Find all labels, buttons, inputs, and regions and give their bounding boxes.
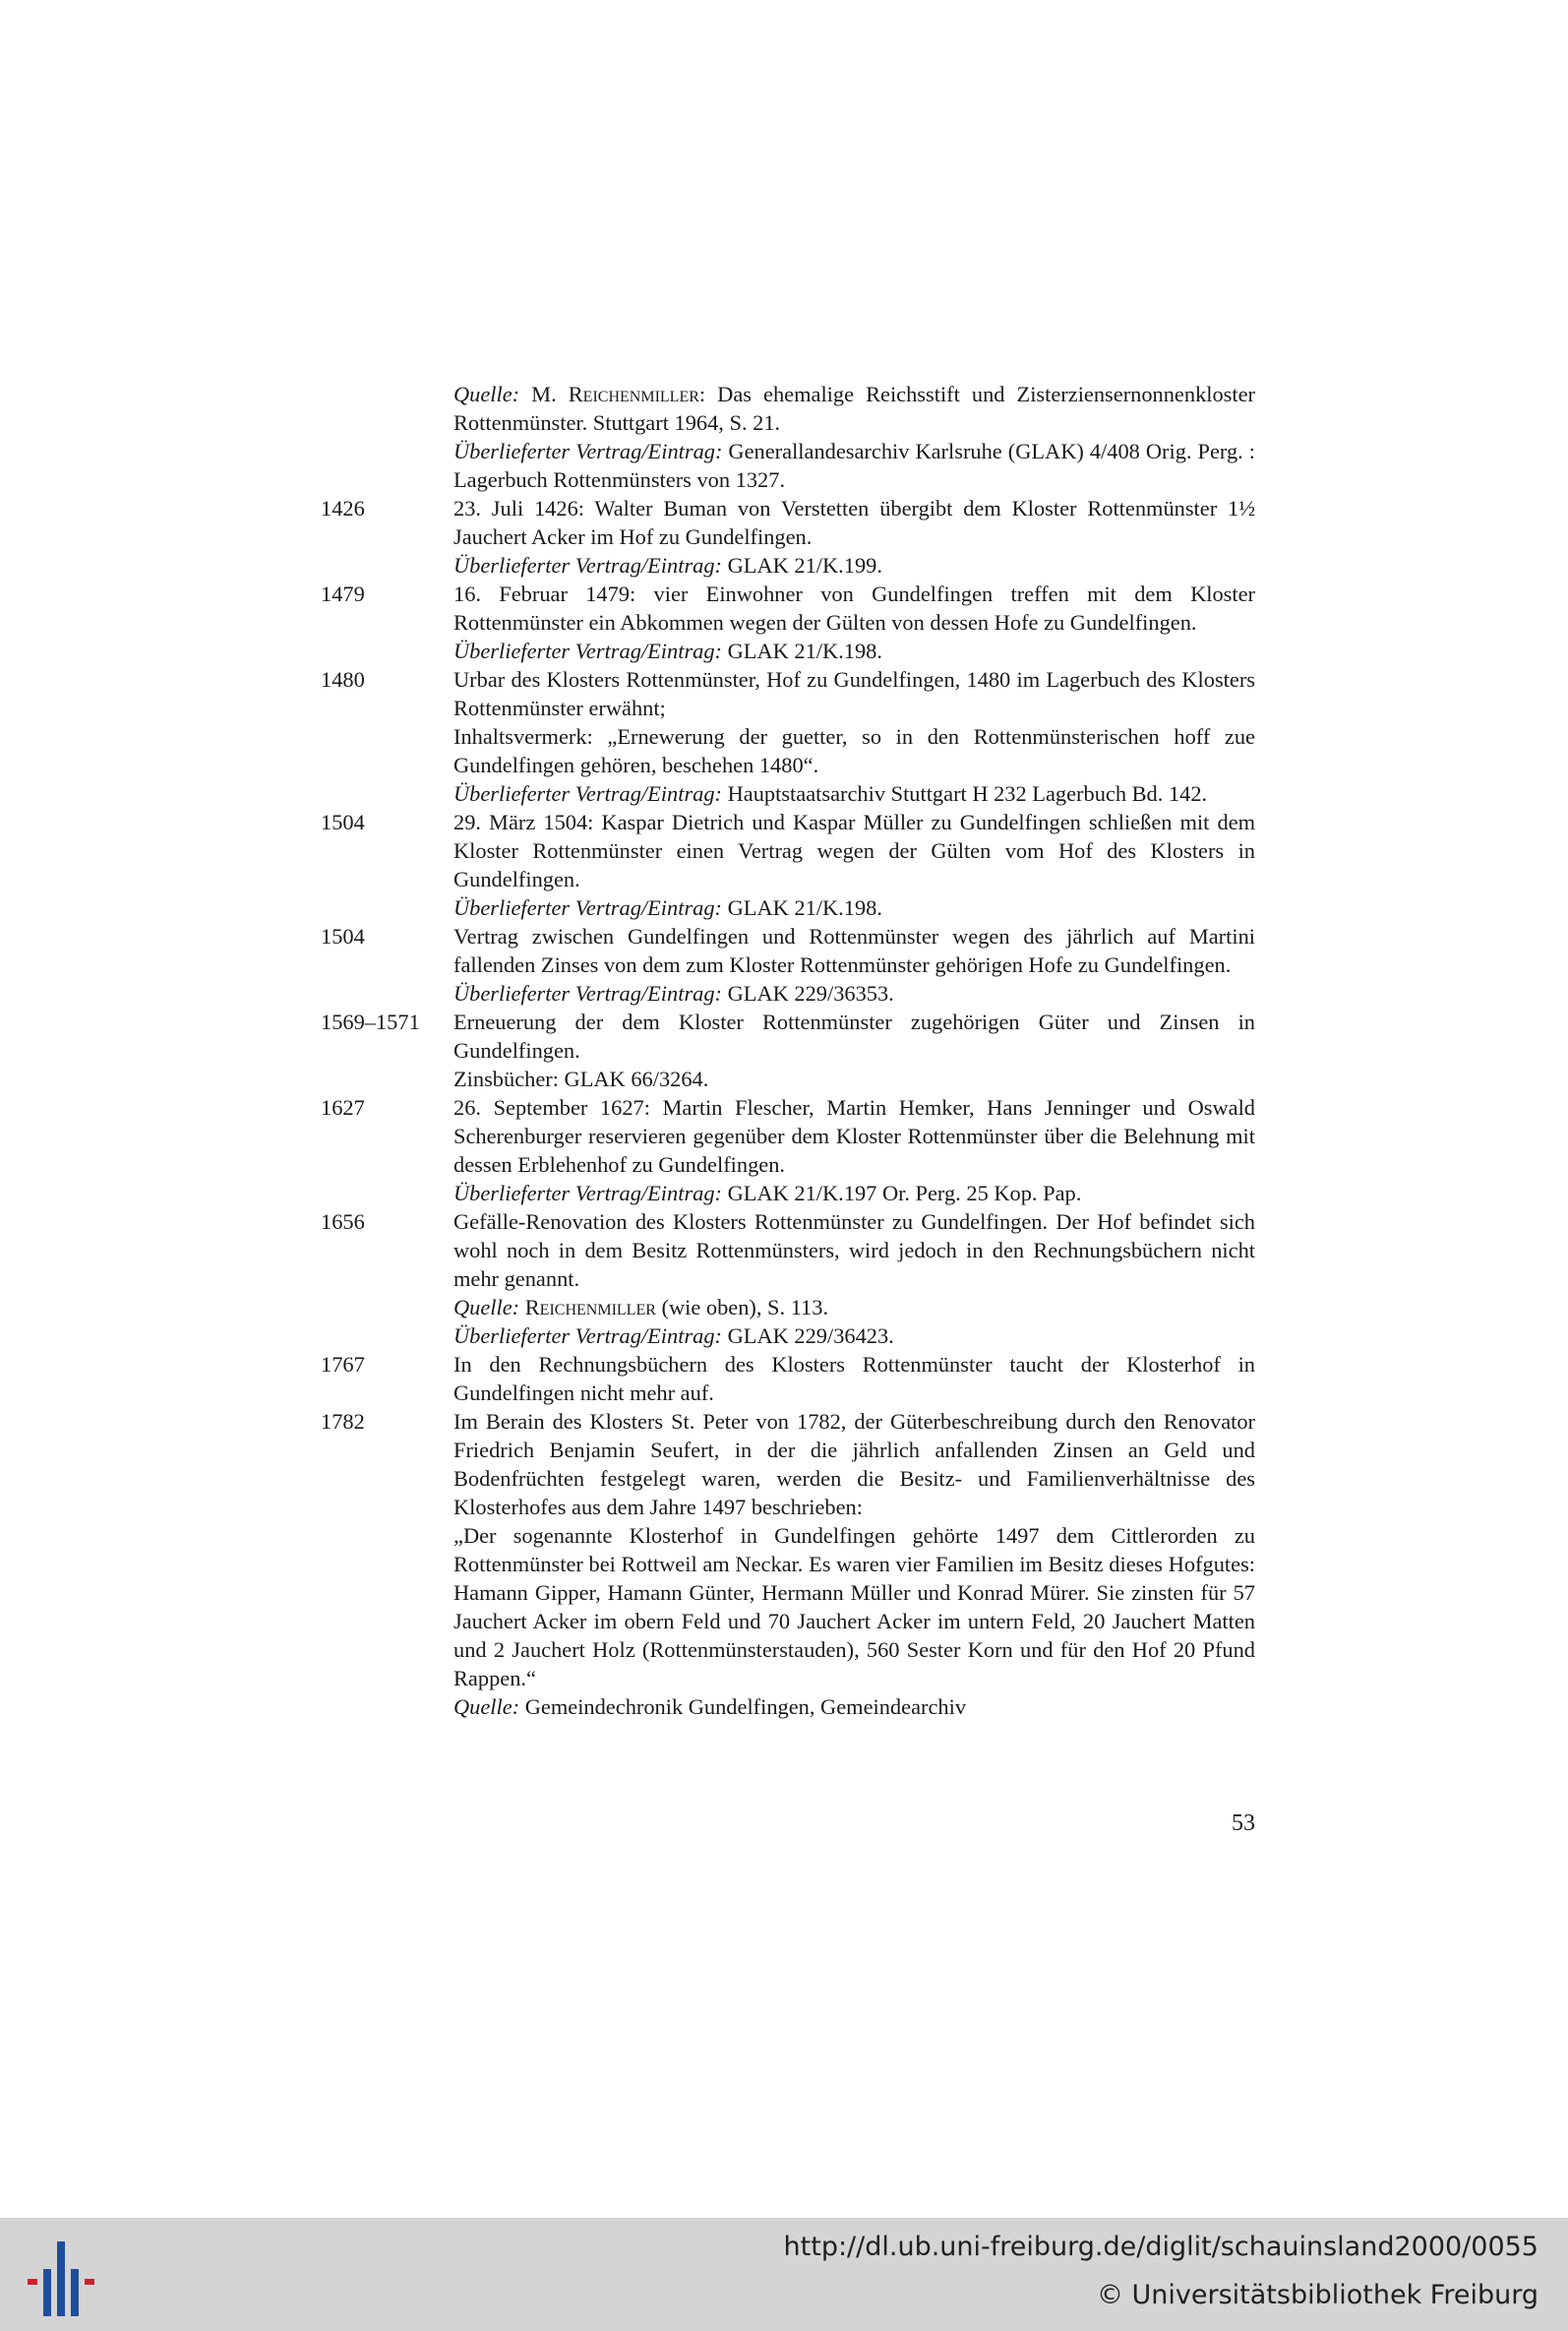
- chronology-entry: [321, 922, 1255, 1008]
- line-text: 23. Juli 1426: Walter Buman von Verstetten übergibt dem Kloster Rottenmünster 1½ Jauchert Acker im Hof zu Gundelfingen.: [453, 496, 1255, 549]
- line-text: „Der sogenannte Klosterhof in Gundelfingen gehörte 1497 dem Cittlerorden zu Rottenmünster bei Rottweil am Neckar. Es waren vier Familien im Besitz dieses Hofgutes: Hamann Gipper, Hamann Günter, Hermann Müller und Konrad Mürer. Sie zinsten für 57 Jauchert Acker im obern Feld und 70 Jauchert Acker im untern Feld, 20 Jauchert Matten und 2 Jauchert Holz (Rottenmünsterstauden), 560 Sester Korn und für den Hof 20 Pfund Rappen.“: [453, 1523, 1255, 1690]
- entry-year: 1426: [321, 496, 365, 521]
- source-label: Quelle:: [453, 1295, 520, 1319]
- entry-line: [453, 979, 1255, 1008]
- ub-freiburg-logo-icon: [22, 2234, 100, 2318]
- line-text: Gemeindechronik Gundelfingen, Gemeindearchiv: [519, 1694, 967, 1719]
- entry-line: [453, 1207, 1255, 1293]
- source-label: Überlieferter Vertrag/Eintrag:: [453, 781, 723, 806]
- entry-year: 1627: [321, 1095, 365, 1120]
- line-text: GLAK 21/K.199.: [722, 553, 882, 578]
- chronology-entry: [321, 1407, 1255, 1721]
- page-number: 53: [1232, 1810, 1255, 1836]
- footer-url[interactable]: http://dl.ub.uni-freiburg.de/diglit/schauinsland2000/0055: [783, 2232, 1538, 2262]
- entry-body: [453, 1407, 1255, 1721]
- source-label: Überlieferter Vertrag/Eintrag:: [453, 1323, 723, 1348]
- entry-body: [453, 1093, 1255, 1207]
- entry-year: 1569–1571: [321, 1010, 420, 1034]
- entry-body: [453, 665, 1255, 808]
- line-text: GLAK 21/K.198.: [722, 639, 882, 663]
- line-text: 26. September 1627: Martin Flescher, Martin Hemker, Hans Jenninger und Oswald Scherenburger reservieren gegenüber dem Kloster Rottenmünster über die Belehnung mit dessen Erblehenhof zu Gundelfingen.: [453, 1095, 1255, 1177]
- footer-copyright: © Universitätsbibliothek Freiburg: [1096, 2280, 1538, 2310]
- line-text: Hauptstaatsarchiv Stuttgart H 232 Lagerbuch Bd. 142.: [722, 781, 1208, 806]
- line-text: GLAK 229/36423.: [722, 1323, 894, 1348]
- entry-line: [453, 494, 1255, 551]
- source-label: Überlieferter Vertrag/Eintrag:: [453, 639, 723, 663]
- entry-line: [453, 1293, 1255, 1321]
- entry-body: [453, 1350, 1255, 1407]
- entry-line: [453, 893, 1255, 922]
- line-text: Zinsbücher: GLAK 66/3264.: [453, 1067, 709, 1091]
- line-text: Gefälle-Renovation des Klosters Rottenmünster zu Gundelfingen. Der Hof befindet sich wohl noch in dem Besitz Rottenmünsters, wird jedoch in den Rechnungsbüchern nicht mehr genannt.: [453, 1209, 1255, 1291]
- source-label: Überlieferter Vertrag/Eintrag:: [453, 1181, 723, 1205]
- chronology-entry: [321, 494, 1255, 580]
- entry-line: [453, 1407, 1255, 1521]
- entry-year: 1656: [321, 1209, 365, 1234]
- entry-body: [453, 1207, 1255, 1350]
- line-text: GLAK 21/K.198.: [722, 895, 882, 920]
- line-text: Im Berain des Klosters St. Peter von 1782, der Güterbeschreibung durch den Renovator Friedrich Benjamin Seufert, in der die jährlich anfallenden Zinsen an Geld und Bodenfrüchten festgelegt waren, werden die Besitz- und Familienverhältnisse des Klosterhofes aus dem Jahre 1497 beschrieben:: [453, 1409, 1255, 1519]
- chronology-entry: [321, 665, 1255, 808]
- source-label: Quelle:: [453, 382, 520, 406]
- entry-year: 1479: [321, 582, 365, 606]
- entry-line: [453, 808, 1255, 893]
- entry-line: [453, 1521, 1255, 1692]
- line-text: Inhaltsvermerk: „Ernewerung der guetter, so in den Rottenmünsterischen hoff zue Gundelfingen gehören, beschehen 1480“.: [453, 724, 1255, 777]
- source-label: Überlieferter Vertrag/Eintrag:: [453, 895, 723, 920]
- chronology-entry: [321, 580, 1255, 665]
- entry-line: [453, 1692, 1255, 1721]
- chronology-entry: [321, 380, 1255, 494]
- entry-line: [453, 1065, 1255, 1093]
- source-label: Überlieferter Vertrag/Eintrag:: [453, 553, 723, 578]
- entry-year: 1782: [321, 1409, 365, 1434]
- entry-line: [453, 380, 1255, 437]
- entry-line: [453, 437, 1255, 494]
- line-text: GLAK 229/36353.: [722, 981, 894, 1006]
- entry-line: [453, 779, 1255, 808]
- entry-line: [453, 1179, 1255, 1207]
- entry-year: 1480: [321, 667, 365, 692]
- line-text: 16. Februar 1479: vier Einwohner von Gundelfingen treffen mit dem Kloster Rottenmünster ein Abkommen wegen der Gülten von dessen Hofe zu Gundelfingen.: [453, 582, 1255, 635]
- entry-line: [453, 580, 1255, 637]
- entry-line: [453, 551, 1255, 580]
- line-text: M. Reichenmiller: Das ehemalige Reichsstift und Zisterziensernonnenkloster Rottenmünster. Stuttgart 1964, S. 21.: [453, 382, 1256, 435]
- chronology-entry: [321, 808, 1255, 922]
- entry-body: [453, 808, 1255, 922]
- entry-line: [453, 1350, 1255, 1407]
- chronology-entry: [321, 1207, 1255, 1350]
- chronology-entry: [321, 1093, 1255, 1207]
- line-text: In den Rechnungsbüchern des Klosters Rottenmünster taucht der Klosterhof in Gundelfingen nicht mehr auf.: [453, 1352, 1255, 1405]
- entry-body: [453, 580, 1255, 665]
- entry-body: [453, 922, 1255, 1008]
- chronology-entry: [321, 1008, 1255, 1093]
- footer-bar: [0, 2218, 1568, 2331]
- entry-year: 1504: [321, 924, 365, 949]
- line-text: Urbar des Klosters Rottenmünster, Hof zu Gundelfingen, 1480 im Lagerbuch des Klosters Rottenmünster erwähnt;: [453, 667, 1255, 720]
- line-text: Generallandesarchiv Karlsruhe (GLAK) 4/408 Orig. Perg. : Lagerbuch Rottenmünsters von 1327.: [453, 439, 1255, 492]
- entry-year: 1767: [321, 1352, 365, 1377]
- entry-year: [321, 380, 453, 494]
- entry-body: [453, 1008, 1255, 1093]
- entry-body: [453, 494, 1255, 580]
- entry-line: [453, 665, 1255, 722]
- entry-body: [453, 380, 1255, 494]
- source-label: Überlieferter Vertrag/Eintrag:: [453, 981, 723, 1006]
- chronology-list: [321, 380, 1255, 1721]
- entry-year: 1504: [321, 810, 365, 834]
- line-text: 29. März 1504: Kaspar Dietrich und Kaspar Müller zu Gundelfingen schließen mit dem Kloster Rottenmünster einen Vertrag wegen der Gülten vom Hof des Klosters in Gundelfingen.: [453, 810, 1255, 891]
- line-text: Vertrag zwischen Gundelfingen und Rottenmünster wegen des jährlich auf Martini fallenden Zinses von dem zum Kloster Rottenmünster gehörigen Hofe zu Gundelfingen.: [453, 924, 1255, 977]
- source-label: Überlieferter Vertrag/Eintrag:: [453, 439, 723, 463]
- chronology-entry: [321, 1350, 1255, 1407]
- line-text: Reichenmiller (wie oben), S. 113.: [524, 1295, 829, 1319]
- entry-line: [453, 637, 1255, 665]
- line-text: Erneuerung der dem Kloster Rottenmünster zugehörigen Güter und Zinsen in Gundelfingen.: [453, 1010, 1255, 1063]
- entry-line: [453, 1008, 1255, 1065]
- line-text: GLAK 21/K.197 Or. Perg. 25 Kop. Pap.: [722, 1181, 1082, 1205]
- entry-line: [453, 1321, 1255, 1350]
- entry-line: [453, 922, 1255, 979]
- entry-line: [453, 1093, 1255, 1179]
- source-label: Quelle:: [453, 1694, 520, 1719]
- entry-line: [453, 722, 1255, 779]
